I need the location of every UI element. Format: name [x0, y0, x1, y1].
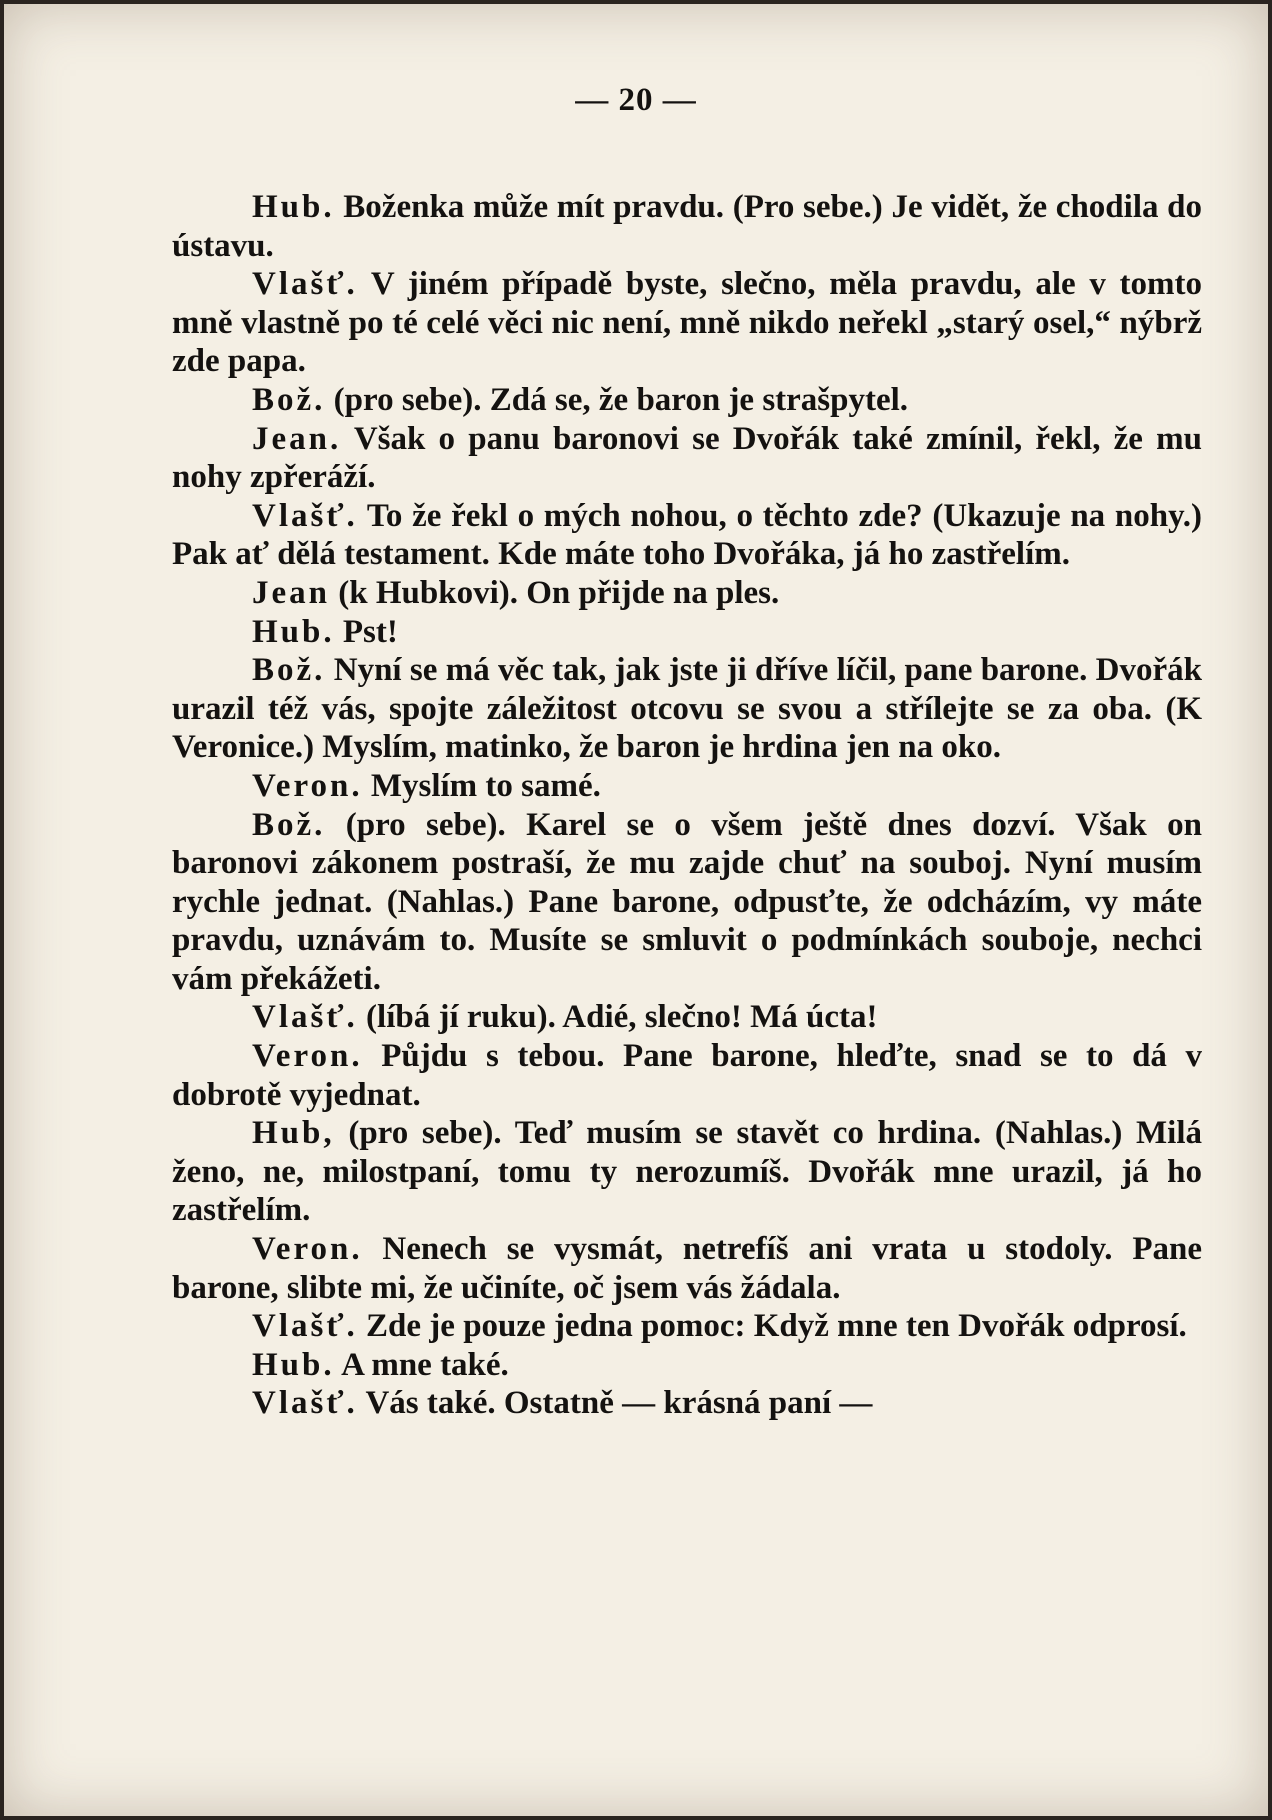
dialogue-line	[172, 651, 1202, 767]
dialogue-line	[172, 998, 1202, 1037]
dialogue-line	[172, 1230, 1202, 1307]
line-text: (pro sebe). Karel se o všem ještě dnes dozví. Však on baronovi zákonem postraší, že mu zajde chuť na souboj. Nyní musím rychle jednat. (Nahlas.) Pane barone, odpusťte, že odcházím, vy máte pravdu, uznávám to. Musíte se smluvit o podmínkách souboje, nechci vám překážeti.	[172, 806, 1202, 997]
speaker-name: Veron.	[252, 1231, 363, 1268]
speaker-name: Vlašť.	[252, 1308, 358, 1345]
line-text: (pro sebe). Teď musím se stavět co hrdina. (Nahlas.) Milá ženo, ne, milostpaní, tomu ty nerozumíš. Dvořák mne urazil, já ho zastřelím.	[172, 1115, 1202, 1229]
dialogue-line	[172, 574, 1202, 613]
dialogue-line	[172, 1346, 1202, 1385]
dialogue-line	[172, 1384, 1202, 1423]
line-text: Nyní se má věc tak, jak jste ji dříve líčil, pane barone. Dvořák urazil též vás, spojte záležitost otcovu se svou a střílejte se za oba. (K Veronice.) Myslím, matinko, že baron je hrdina jen na oko.	[172, 652, 1202, 766]
line-text: V jiném případě byste, slečno, měla pravdu, ale v tomto mně vlastně po té celé věci nic není, mně nikdo neřekl „starý osel,“ nýbrž zde papa.	[172, 266, 1203, 380]
speaker-name: Veron.	[252, 1038, 363, 1075]
dialogue-line	[172, 613, 1202, 652]
line-text: Boženka může mít pravdu. (Pro sebe.) Je vidět, že chodila do ústavu.	[172, 189, 1202, 264]
dialogue-line	[172, 1307, 1202, 1346]
line-text: (k Hubkovi). On přijde na ples.	[338, 574, 780, 611]
speaker-name: Vlašť.	[252, 999, 358, 1036]
speaker-name: Jean	[252, 574, 330, 611]
page-number: — 20 —	[575, 82, 697, 118]
dialogue-line	[172, 381, 1202, 420]
dialogue-text	[172, 188, 1202, 1423]
book-page	[4, 4, 1268, 1816]
speaker-name: Veron.	[252, 767, 363, 804]
dialogue-line	[172, 265, 1202, 381]
speaker-name: Bož.	[252, 381, 326, 418]
speaker-name: Hub,	[252, 1115, 335, 1152]
speaker-name: Bož.	[252, 806, 326, 843]
line-text: A mne také.	[341, 1346, 509, 1383]
line-text: Půjdu s tebou. Pane barone, hleďte, snad se to dá v dobrotě vyjednat.	[172, 1038, 1203, 1113]
line-text: Však o panu baronovi se Dvořák také zmínil, řekl, že mu nohy zpřeráží.	[172, 420, 1202, 496]
line-text: To že řekl o mých nohou, o těchto zde? (Ukazuje na nohy.) Pak ať dělá testament. Kde máte toho Dvořáka, já ho zastřelím.	[172, 497, 1203, 573]
speaker-name: Vlašť.	[252, 497, 358, 534]
line-text: Pst!	[342, 613, 398, 650]
speaker-name: Jean.	[252, 420, 342, 457]
line-text: (líbá jí ruku). Adié, slečno! Má úcta!	[366, 999, 878, 1036]
speaker-name: Hub.	[252, 613, 335, 650]
speaker-name: Bož.	[252, 652, 326, 689]
line-text: Myslím to samé.	[370, 767, 601, 804]
dialogue-line	[172, 1114, 1202, 1230]
line-text: (pro sebe). Zdá se, že baron je strašpytel.	[333, 381, 909, 418]
dialogue-line	[172, 767, 1202, 806]
dialogue-line	[172, 497, 1202, 574]
line-text: Zde je pouze jedna pomoc: Když mne ten Dvořák odprosí.	[366, 1308, 1187, 1345]
line-text: Vás také. Ostatně — krásná paní —	[365, 1385, 873, 1422]
line-text: Nenech se vysmát, netrefíš ani vrata u stodoly. Pane barone, slibte mi, že učiníte, oč jsem vás žádala.	[172, 1231, 1203, 1306]
dialogue-line	[172, 1037, 1202, 1114]
dialogue-line	[172, 806, 1202, 999]
dialogue-line	[172, 188, 1202, 265]
speaker-name: Hub.	[252, 1346, 335, 1383]
speaker-name: Vlašť.	[252, 1385, 358, 1422]
speaker-name: Hub.	[252, 189, 335, 225]
dialogue-line	[172, 420, 1202, 497]
speaker-name: Vlašť.	[252, 266, 358, 303]
